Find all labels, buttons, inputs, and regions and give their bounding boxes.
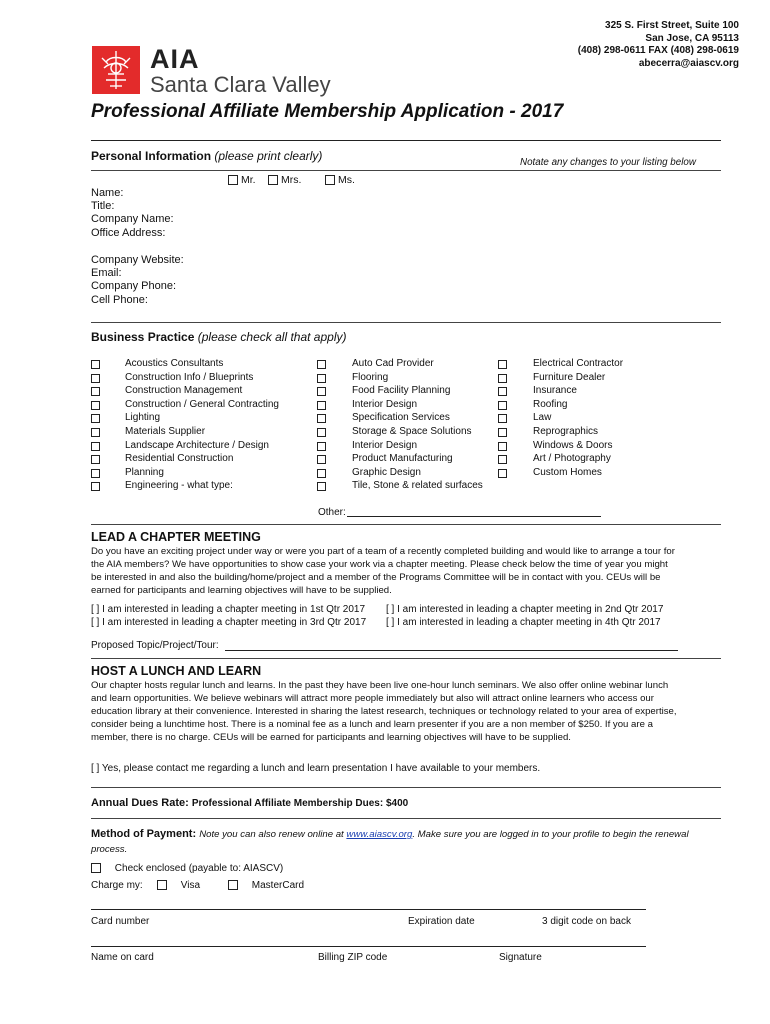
phone-fax: (408) 298-0611 FAX (408) 298-0619 <box>577 45 739 56</box>
card-row-line[interactable] <box>91 909 646 910</box>
billing-zip-label: Billing ZIP code <box>318 952 388 963</box>
business-option[interactable] <box>91 357 311 371</box>
page-title: Professional Affiliate Membership Application - 2017 <box>91 101 564 122</box>
business-option-label: Art / Photography <box>533 453 611 465</box>
business-heading-label: Business Practice <box>91 330 195 344</box>
business-option-label: Storage & Space Solutions <box>352 425 472 437</box>
checkbox-icon[interactable] <box>91 387 100 396</box>
company-website-field[interactable]: Company Website: <box>91 254 184 266</box>
business-option[interactable] <box>317 398 497 412</box>
business-option-label: Construction / General Contracting <box>125 398 279 410</box>
lunch-heading: HOST A LUNCH AND LEARN <box>91 664 262 678</box>
business-option[interactable] <box>498 452 678 466</box>
business-option-label: Custom Homes <box>533 466 602 478</box>
lead-heading: LEAD A CHAPTER MEETING <box>91 530 261 544</box>
lead-option-q3[interactable]: [ ] I am interested in leading a chapter meeting in 3rd Qtr 2017 <box>91 617 367 628</box>
lunch-divider <box>91 658 721 659</box>
business-option[interactable] <box>91 398 311 412</box>
name-field[interactable]: Name: <box>91 187 124 199</box>
email-field[interactable]: Email: <box>91 267 122 280</box>
lead-divider <box>91 524 721 525</box>
business-option-label: Construction Management <box>125 385 243 397</box>
contact-fields-group1 <box>91 187 174 240</box>
card-number-label: Card number <box>91 916 150 927</box>
business-column-3 <box>498 357 678 479</box>
mastercard-option[interactable] <box>228 880 304 891</box>
checkbox-icon[interactable] <box>91 482 100 491</box>
personal-divider <box>91 170 721 171</box>
visa-checkbox[interactable] <box>157 880 167 890</box>
business-option-label: Engineering - what type: <box>125 480 233 492</box>
personal-heading-note: (please print clearly) <box>214 149 323 163</box>
business-option[interactable] <box>91 425 311 439</box>
business-option[interactable] <box>498 384 678 398</box>
company-phone-field[interactable]: Company Phone: <box>91 280 176 293</box>
ms-label: Ms. <box>338 174 355 186</box>
checkbox-icon[interactable] <box>317 360 326 369</box>
business-option-label: Food Facility Planning <box>352 385 451 397</box>
logo-aia-text: AIA <box>150 44 200 74</box>
address-line1: 325 S. First Street, Suite 100 <box>605 20 739 31</box>
checkbox-icon[interactable] <box>317 442 326 451</box>
business-option-label: Construction Info / Blueprints <box>125 371 254 383</box>
checkbox-icon[interactable] <box>498 455 507 464</box>
cell-phone-field[interactable]: Cell Phone: <box>91 293 148 306</box>
business-option-label: Furniture Dealer <box>533 371 606 383</box>
business-option[interactable] <box>498 425 678 439</box>
check-label: Check enclosed (payable to: AIASCV) <box>114 863 284 874</box>
checkbox-icon[interactable] <box>317 482 326 491</box>
business-option[interactable] <box>317 425 497 439</box>
business-option[interactable] <box>91 466 311 480</box>
business-option-label: Planning <box>125 466 164 478</box>
business-option-label: Graphic Design <box>352 466 421 478</box>
business-option-label: Auto Cad Provider <box>352 358 434 369</box>
visa-option[interactable] <box>157 880 200 891</box>
dues-line <box>91 797 408 809</box>
dues-divider <box>91 787 721 788</box>
checkbox-icon[interactable] <box>317 469 326 478</box>
company-name-field[interactable]: Company Name: <box>91 213 174 226</box>
checkbox-icon[interactable] <box>91 469 100 478</box>
salutation-mr[interactable] <box>228 174 256 186</box>
business-option[interactable] <box>91 479 311 493</box>
check-enclosed-option[interactable] <box>91 863 283 874</box>
checkbox-icon[interactable] <box>91 414 100 423</box>
business-option-label: Landscape Architecture / Design <box>125 439 269 451</box>
contact-email: abecerra@aiascv.org <box>638 57 739 69</box>
other-input-line[interactable] <box>347 516 601 517</box>
checkbox-icon[interactable] <box>91 401 100 410</box>
title-field[interactable]: Title: <box>91 200 115 213</box>
dues-value: Professional Affiliate Membership Dues: $400 <box>191 798 409 809</box>
check-checkbox[interactable] <box>91 863 101 873</box>
business-option[interactable] <box>317 439 497 453</box>
code-label: 3 digit code on back <box>542 916 631 927</box>
business-option[interactable] <box>317 384 497 398</box>
payment-note-after: . Make sure you are logged in to your profile to begin the renewal process. <box>91 829 689 855</box>
aia-logo-icon <box>92 46 140 94</box>
checkbox-icon[interactable] <box>498 442 507 451</box>
visa-label: Visa <box>180 880 201 891</box>
lunch-paragraph: Our chapter hosts regular lunch and learns. In the past they have been live one-hour lunch seminars. We also offer online webinar lunch and learn opportunities. We believe webinars will attract more people immediately but also will attract online learners who access our education library at their convenience. Interested in sharing the latest research, techniques or technology related to your area of expertise, consider being a lunchtime host. There is a nominal fee as a lunch and learn presenter if you are a non member of $250. If you are a member, there is no charge. CEUs will be earned for participants and learning objectives will have to be supplied. <box>91 680 677 744</box>
business-option[interactable] <box>498 411 678 425</box>
lead-option-q1[interactable]: [ ] I am interested in leading a chapter meeting in 1st Qtr 2017 <box>91 604 366 615</box>
checkbox-icon[interactable] <box>498 428 507 437</box>
business-heading <box>91 330 346 344</box>
address-block <box>578 20 739 70</box>
lead-option-q4[interactable]: [ ] I am interested in leading a chapter meeting in 4th Qtr 2017 <box>386 617 661 628</box>
business-heading-note: (please check all that apply) <box>197 330 347 344</box>
salutation-mrs[interactable] <box>268 174 301 186</box>
business-option[interactable] <box>317 479 497 493</box>
name-on-card-label: Name on card <box>91 952 154 963</box>
checkbox-icon[interactable] <box>317 401 326 410</box>
business-option-label: Interior Design <box>352 398 418 410</box>
business-option[interactable] <box>317 357 497 371</box>
renew-online-link[interactable]: www.aiascv.org <box>346 829 413 840</box>
lead-option-q2[interactable]: [ ] I am interested in leading a chapter meeting in 2nd Qtr 2017 <box>386 604 664 615</box>
checkbox-icon[interactable] <box>91 360 100 369</box>
lead-paragraph: Do you have an exciting project under way or were you part of a team of a recently completed building and would like to arrange a tour for the AIA members? We have opportunities to show case your work via a chapter meeting. Please check below the time of year you might be interested in and also the building/home/project and a member of the Programs Committee will be in contact with you. CEUs will be earned for participants and learning objectives will have to be supplied. <box>91 546 675 597</box>
title-divider <box>91 140 721 141</box>
checkbox-icon[interactable] <box>91 428 100 437</box>
business-option[interactable] <box>498 398 678 412</box>
checkbox-icon[interactable] <box>317 374 326 383</box>
checkbox-icon[interactable] <box>498 414 507 423</box>
business-option-label: Electrical Contractor <box>533 358 624 369</box>
business-option[interactable] <box>498 466 678 480</box>
business-option-label: Tile, Stone & related surfaces <box>352 480 483 492</box>
name-row-line[interactable] <box>91 946 646 947</box>
business-option[interactable] <box>498 371 678 385</box>
mrs-checkbox[interactable] <box>268 175 278 185</box>
business-option-label: Law <box>533 412 552 424</box>
signature-label: Signature <box>499 952 542 963</box>
personal-heading <box>91 149 322 163</box>
lunch-contact-option[interactable]: [ ] Yes, please contact me regarding a lunch and learn presentation I have available to your members. <box>91 763 541 774</box>
business-column-2 <box>317 357 497 493</box>
address-line2: San Jose, CA 95113 <box>645 32 739 44</box>
charge-label: Charge my: <box>91 880 143 891</box>
business-option-label: Acoustics Consultants <box>125 358 224 369</box>
payment-block <box>91 827 691 857</box>
business-option-label: Residential Construction <box>125 453 234 465</box>
checkbox-icon[interactable] <box>498 374 507 383</box>
office-address-field[interactable]: Office Address: <box>91 226 166 239</box>
personal-heading-label: Personal Information <box>91 149 212 163</box>
payment-note-before: Note you can also renew online at <box>199 829 344 840</box>
business-option[interactable] <box>91 371 311 385</box>
checkbox-icon[interactable] <box>317 414 326 423</box>
checkbox-icon[interactable] <box>91 455 100 464</box>
payment-label: Method of Payment: <box>91 828 197 840</box>
business-option[interactable] <box>317 466 497 480</box>
business-option-label: Product Manufacturing <box>352 453 453 465</box>
business-option[interactable] <box>91 384 311 398</box>
business-option[interactable] <box>317 371 497 385</box>
contact-fields-group2 <box>91 254 184 307</box>
logo-chapter-text: Santa Clara Valley <box>150 72 331 97</box>
business-divider <box>91 322 721 323</box>
business-option-label: Materials Supplier <box>125 425 206 437</box>
business-option[interactable] <box>317 452 497 466</box>
ms-checkbox[interactable] <box>325 175 335 185</box>
business-option-label: Flooring <box>352 371 389 383</box>
changes-note: Notate any changes to your listing below <box>520 157 696 168</box>
checkbox-icon[interactable] <box>498 401 507 410</box>
other-label: Other: <box>318 507 346 518</box>
business-option-label: Windows & Doors <box>533 439 613 451</box>
business-option-label: Reprographics <box>533 425 599 437</box>
business-option[interactable] <box>317 411 497 425</box>
checkbox-icon[interactable] <box>317 428 326 437</box>
business-option[interactable] <box>91 439 311 453</box>
mrs-label: Mrs. <box>281 174 302 186</box>
topic-input-line[interactable] <box>225 650 678 651</box>
business-option-label: Specification Services <box>352 412 450 424</box>
checkbox-icon[interactable] <box>91 442 100 451</box>
dues-label: Annual Dues Rate: <box>91 797 189 809</box>
business-column-1 <box>91 357 311 493</box>
business-option[interactable] <box>91 452 311 466</box>
checkbox-icon[interactable] <box>317 387 326 396</box>
business-option[interactable] <box>498 357 678 371</box>
mastercard-label: MasterCard <box>251 880 305 891</box>
checkbox-icon[interactable] <box>91 374 100 383</box>
mr-label: Mr. <box>241 174 256 186</box>
mr-checkbox[interactable] <box>228 175 238 185</box>
business-option[interactable] <box>498 439 678 453</box>
checkbox-icon[interactable] <box>498 360 507 369</box>
checkbox-icon[interactable] <box>317 455 326 464</box>
payment-divider <box>91 818 721 819</box>
expiration-label: Expiration date <box>408 916 475 927</box>
business-option-label: Interior Design <box>352 439 418 451</box>
topic-label: Proposed Topic/Project/Tour: <box>91 640 219 651</box>
business-option-label: Lighting <box>125 412 161 424</box>
business-option-label: Insurance <box>533 385 577 397</box>
business-option[interactable] <box>91 411 311 425</box>
business-option-label: Roofing <box>533 398 568 410</box>
mastercard-checkbox[interactable] <box>228 880 238 890</box>
checkbox-icon[interactable] <box>498 387 507 396</box>
checkbox-icon[interactable] <box>498 469 507 478</box>
salutation-ms[interactable] <box>325 174 355 186</box>
